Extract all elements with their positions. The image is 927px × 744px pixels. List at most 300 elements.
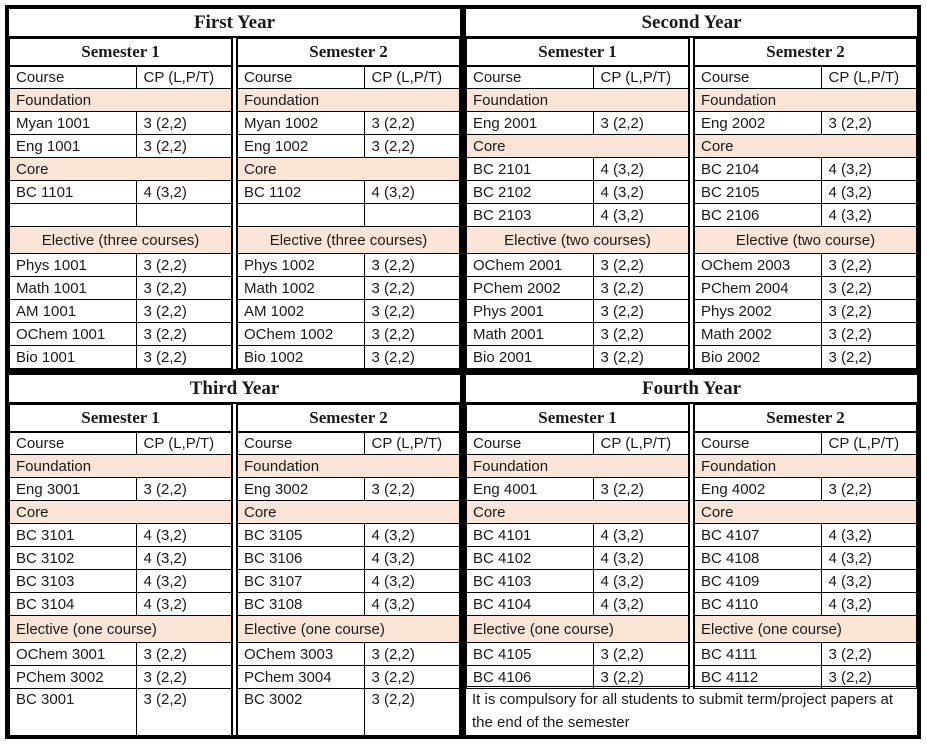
- credit-cell: 3 (2,2): [364, 478, 459, 501]
- course-column-header: Course: [695, 66, 822, 89]
- semester-header-row: [238, 405, 460, 432]
- credit-cell: 3 (2,2): [136, 666, 231, 689]
- credit-cell: 3 (2,2): [364, 300, 459, 323]
- course-code-cell: BC 4102: [467, 547, 594, 570]
- course-code-cell: PChem 3002: [10, 666, 137, 689]
- credit-cell: 3 (2,2): [593, 254, 688, 277]
- category-row: [467, 455, 689, 478]
- course-code-cell: BC 4112: [695, 666, 822, 689]
- credit-cell: 4 (3,2): [821, 570, 916, 593]
- semesters-container: [9, 38, 460, 369]
- credit-cell: 3 (2,2): [821, 346, 916, 369]
- credit-cell: 3 (2,2): [136, 277, 231, 300]
- course-row: [10, 346, 232, 369]
- course-code-cell: Eng 2002: [695, 112, 822, 135]
- course-code-cell: BC 2102: [467, 181, 594, 204]
- column-header-row: [10, 66, 232, 89]
- category-row: [10, 501, 232, 524]
- category-row: [238, 455, 460, 478]
- credit-cell: 3 (2,2): [364, 277, 459, 300]
- credit-cell: 4 (3,2): [136, 181, 231, 204]
- semester-table: [9, 38, 232, 369]
- credit-cell: 4 (3,2): [821, 593, 916, 616]
- course-code-cell: Math 1001: [10, 277, 137, 300]
- course-code-cell: Phys 1002: [238, 254, 365, 277]
- year-section-third: [6, 372, 463, 738]
- course-code-cell: Bio 1001: [10, 346, 137, 369]
- credit-cell: 3 (2,2): [821, 277, 916, 300]
- course-code-cell: BC 4106: [467, 666, 594, 689]
- course-code-cell: Eng 4002: [695, 478, 822, 501]
- course-row: [10, 300, 232, 323]
- credit-cell: 3 (2,2): [364, 643, 459, 666]
- year-title: Second Year: [466, 9, 917, 38]
- course-row: [467, 300, 689, 323]
- credit-cell: 4 (3,2): [821, 181, 916, 204]
- category-row: [467, 135, 689, 158]
- course-row: [467, 277, 689, 300]
- credit-cell: 3 (2,2): [821, 666, 916, 689]
- credit-cell: 3 (2,2): [364, 112, 459, 135]
- course-code-cell: BC 4104: [467, 593, 594, 616]
- course-code-cell: PChem 3004: [238, 666, 365, 689]
- course-code-cell: PChem 2004: [695, 277, 822, 300]
- credit-cell: 3 (2,2): [593, 300, 688, 323]
- cp-column-header: CP (L,P/T): [136, 432, 231, 455]
- credit-cell: 4 (3,2): [364, 181, 459, 204]
- year-title: First Year: [9, 9, 460, 38]
- course-code-cell: Phys 1001: [10, 254, 137, 277]
- category-label-cell: Foundation: [10, 455, 232, 478]
- credit-cell: 3 (2,2): [136, 643, 231, 666]
- credit-cell: 4 (3,2): [821, 158, 916, 181]
- semester-title: Semester 2: [238, 405, 460, 432]
- course-code-cell: BC 2104: [695, 158, 822, 181]
- elective-label-cell: Elective (one course): [238, 616, 460, 643]
- course-code-cell: Eng 2001: [467, 112, 594, 135]
- course-code-cell: AM 1001: [10, 300, 137, 323]
- course-code-cell: OChem 1001: [10, 323, 137, 346]
- credit-cell: 3 (2,2): [821, 478, 916, 501]
- elective-header-row: [238, 616, 460, 643]
- credit-cell: 4 (3,2): [593, 593, 688, 616]
- course-code-cell: BC 4105: [467, 643, 594, 666]
- cp-column-header: CP (L,P/T): [136, 66, 231, 89]
- category-row: [10, 89, 232, 112]
- year-section-second: [463, 6, 920, 372]
- course-row: [695, 346, 917, 369]
- credit-cell: 4 (3,2): [593, 524, 688, 547]
- course-column-header: Course: [467, 66, 594, 89]
- course-row: [238, 135, 460, 158]
- course-code-cell: BC 1101: [10, 181, 137, 204]
- footer-note: It is compulsory for all students to submit term/project papers at the end of the semester: [466, 686, 917, 735]
- cp-column-header: CP (L,P/T): [364, 66, 459, 89]
- semester-title: Semester 2: [695, 39, 917, 66]
- course-row: [467, 547, 689, 570]
- course-row: [467, 112, 689, 135]
- semester-header-row: [467, 39, 689, 66]
- elective-header-row: [695, 227, 917, 254]
- semester-title: Semester 1: [467, 39, 689, 66]
- course-row: [238, 323, 460, 346]
- elective-label-cell: Elective (one course): [695, 616, 917, 643]
- course-code-cell: BC 4111: [695, 643, 822, 666]
- credit-cell: 3 (2,2): [136, 689, 231, 739]
- credit-cell: 4 (3,2): [136, 593, 231, 616]
- empty-row: [238, 204, 460, 227]
- course-code-cell: BC 3102: [10, 547, 137, 570]
- empty-cell: [136, 204, 231, 227]
- cp-column-header: CP (L,P/T): [364, 432, 459, 455]
- course-row: [10, 323, 232, 346]
- empty-cell: [364, 204, 459, 227]
- credit-cell: 3 (2,2): [593, 643, 688, 666]
- semester-title: Semester 1: [10, 405, 232, 432]
- credit-cell: 4 (3,2): [364, 524, 459, 547]
- course-code-cell: BC 2101: [467, 158, 594, 181]
- course-row: [467, 643, 689, 666]
- course-row: [695, 254, 917, 277]
- course-code-cell: BC 3104: [10, 593, 137, 616]
- category-label-cell: Foundation: [467, 455, 689, 478]
- course-row: [238, 346, 460, 369]
- credit-cell: 3 (2,2): [593, 478, 688, 501]
- course-code-cell: AM 1002: [238, 300, 365, 323]
- course-row: [238, 547, 460, 570]
- course-row: [467, 524, 689, 547]
- course-column-header: Course: [238, 66, 365, 89]
- credit-cell: 3 (2,2): [136, 478, 231, 501]
- course-row: [467, 181, 689, 204]
- course-row: [695, 547, 917, 570]
- category-label-cell: Core: [695, 135, 917, 158]
- course-code-cell: BC 3108: [238, 593, 365, 616]
- course-row: [238, 478, 460, 501]
- course-row: [238, 524, 460, 547]
- course-code-cell: BC 4108: [695, 547, 822, 570]
- course-row: [238, 570, 460, 593]
- credit-cell: 3 (2,2): [821, 112, 916, 135]
- credit-cell: 3 (2,2): [593, 346, 688, 369]
- category-row: [695, 135, 917, 158]
- course-code-cell: OChem 3001: [10, 643, 137, 666]
- course-column-header: Course: [10, 66, 137, 89]
- course-row: [10, 277, 232, 300]
- course-row: [10, 666, 232, 689]
- course-code-cell: OChem 1002: [238, 323, 365, 346]
- credit-cell: 4 (3,2): [593, 181, 688, 204]
- elective-header-row: [10, 616, 232, 643]
- course-row: [10, 112, 232, 135]
- course-code-cell: Phys 2001: [467, 300, 594, 323]
- course-code-cell: BC 4101: [467, 524, 594, 547]
- course-code-cell: BC 4107: [695, 524, 822, 547]
- category-label-cell: Core: [695, 501, 917, 524]
- elective-label-cell: Elective (one course): [467, 616, 689, 643]
- course-code-cell: BC 3106: [238, 547, 365, 570]
- semester-title: Semester 1: [467, 405, 689, 432]
- credit-cell: 4 (3,2): [593, 204, 688, 227]
- course-code-cell: BC 3001: [10, 689, 137, 739]
- credit-cell: 3 (2,2): [364, 323, 459, 346]
- credit-cell: 3 (2,2): [136, 254, 231, 277]
- elective-label-cell: Elective (one course): [10, 616, 232, 643]
- course-row: [467, 478, 689, 501]
- cp-column-header: CP (L,P/T): [593, 66, 688, 89]
- semesters-container: [466, 38, 917, 369]
- elective-header-row: [10, 227, 232, 254]
- category-label-cell: Foundation: [695, 89, 917, 112]
- elective-label-cell: Elective (two course): [695, 227, 917, 254]
- category-row: [238, 501, 460, 524]
- course-code-cell: Eng 3002: [238, 478, 365, 501]
- course-code-cell: BC 3107: [238, 570, 365, 593]
- semester-header-row: [10, 39, 232, 66]
- credit-cell: 3 (2,2): [364, 254, 459, 277]
- category-row: [467, 89, 689, 112]
- semester-table: [694, 404, 917, 689]
- course-row: [10, 570, 232, 593]
- category-label-cell: Core: [10, 501, 232, 524]
- category-row: [10, 158, 232, 181]
- column-header-row: [695, 66, 917, 89]
- course-code-cell: Myan 1001: [10, 112, 137, 135]
- course-code-cell: OChem 2001: [467, 254, 594, 277]
- category-row: [695, 501, 917, 524]
- course-row: [10, 547, 232, 570]
- category-label-cell: Foundation: [695, 455, 917, 478]
- category-label-cell: Foundation: [238, 455, 460, 478]
- category-label-cell: Foundation: [467, 89, 689, 112]
- course-row: [695, 570, 917, 593]
- credit-cell: 3 (2,2): [136, 300, 231, 323]
- category-row: [238, 158, 460, 181]
- elective-label-cell: Elective (three courses): [10, 227, 232, 254]
- credit-cell: 3 (2,2): [364, 666, 459, 689]
- course-code-cell: Bio 1002: [238, 346, 365, 369]
- category-label-cell: Core: [467, 501, 689, 524]
- cp-column-header: CP (L,P/T): [821, 66, 916, 89]
- course-code-cell: BC 2105: [695, 181, 822, 204]
- credit-cell: 4 (3,2): [364, 547, 459, 570]
- year-section-first: [6, 6, 463, 372]
- course-code-cell: Math 2001: [467, 323, 594, 346]
- semester-table: [237, 404, 460, 738]
- course-row: [695, 593, 917, 616]
- credit-cell: 3 (2,2): [821, 254, 916, 277]
- course-code-cell: Bio 2001: [467, 346, 594, 369]
- course-code-cell: BC 3105: [238, 524, 365, 547]
- semester-title: Semester 1: [10, 39, 232, 66]
- semester-table: [237, 38, 460, 369]
- course-code-cell: BC 2103: [467, 204, 594, 227]
- credit-cell: 3 (2,2): [136, 135, 231, 158]
- course-row: [238, 277, 460, 300]
- category-label-cell: Core: [467, 135, 689, 158]
- course-code-cell: BC 3002: [238, 689, 365, 739]
- course-code-cell: Math 1002: [238, 277, 365, 300]
- course-row: [238, 666, 460, 689]
- credit-cell: 3 (2,2): [593, 323, 688, 346]
- semester-table: [466, 38, 689, 369]
- category-row: [695, 455, 917, 478]
- credit-cell: 3 (2,2): [364, 689, 459, 739]
- course-code-cell: BC 4109: [695, 570, 822, 593]
- category-label-cell: Foundation: [238, 89, 460, 112]
- credit-cell: 4 (3,2): [593, 158, 688, 181]
- course-row: [467, 593, 689, 616]
- semesters-container: [466, 404, 917, 686]
- course-row: [695, 478, 917, 501]
- course-column-header: Course: [467, 432, 594, 455]
- course-row: [695, 323, 917, 346]
- year-title: Third Year: [9, 375, 460, 404]
- course-row: [695, 112, 917, 135]
- course-column-header: Course: [695, 432, 822, 455]
- course-row: [238, 643, 460, 666]
- credit-cell: 3 (2,2): [821, 323, 916, 346]
- credit-cell: 4 (3,2): [821, 204, 916, 227]
- course-row: [238, 181, 460, 204]
- course-row: [467, 570, 689, 593]
- cp-column-header: CP (L,P/T): [593, 432, 688, 455]
- course-code-cell: BC 1102: [238, 181, 365, 204]
- semesters-container: [9, 404, 460, 735]
- course-row: [695, 181, 917, 204]
- semester-header-row: [10, 405, 232, 432]
- course-code-cell: Eng 1002: [238, 135, 365, 158]
- course-code-cell: Bio 2002: [695, 346, 822, 369]
- cp-column-header: CP (L,P/T): [821, 432, 916, 455]
- empty-row: [10, 204, 232, 227]
- category-label-cell: Foundation: [10, 89, 232, 112]
- course-code-cell: Phys 2002: [695, 300, 822, 323]
- year-tables-grid: [5, 5, 921, 739]
- year-section-fourth: [463, 372, 920, 738]
- semester-title: Semester 2: [238, 39, 460, 66]
- credit-cell: 4 (3,2): [821, 524, 916, 547]
- course-row: [467, 346, 689, 369]
- column-header-row: [238, 432, 460, 455]
- category-label-cell: Core: [238, 501, 460, 524]
- semester-title: Semester 2: [695, 405, 917, 432]
- semester-header-row: [695, 39, 917, 66]
- elective-header-row: [467, 616, 689, 643]
- course-row: [695, 204, 917, 227]
- credit-cell: 4 (3,2): [364, 593, 459, 616]
- elective-header-row: [238, 227, 460, 254]
- course-row: [10, 689, 232, 739]
- course-code-cell: BC 4103: [467, 570, 594, 593]
- course-row: [695, 643, 917, 666]
- credit-cell: 3 (2,2): [136, 323, 231, 346]
- course-row: [10, 593, 232, 616]
- course-row: [10, 181, 232, 204]
- course-code-cell: PChem 2002: [467, 277, 594, 300]
- semester-header-row: [695, 405, 917, 432]
- column-header-row: [467, 66, 689, 89]
- course-row: [10, 254, 232, 277]
- credit-cell: 3 (2,2): [364, 135, 459, 158]
- credit-cell: 4 (3,2): [821, 547, 916, 570]
- course-code-cell: Eng 4001: [467, 478, 594, 501]
- course-row: [10, 135, 232, 158]
- credit-cell: 3 (2,2): [364, 346, 459, 369]
- course-row: [467, 204, 689, 227]
- course-code-cell: BC 2106: [695, 204, 822, 227]
- course-code-cell: OChem 2003: [695, 254, 822, 277]
- course-code-cell: Eng 1001: [10, 135, 137, 158]
- course-row: [695, 300, 917, 323]
- course-code-cell: Myan 1002: [238, 112, 365, 135]
- course-row: [467, 323, 689, 346]
- category-row: [10, 455, 232, 478]
- semester-table: [694, 38, 917, 369]
- elective-label-cell: Elective (three courses): [238, 227, 460, 254]
- course-row: [238, 112, 460, 135]
- course-row: [10, 478, 232, 501]
- credit-cell: 4 (3,2): [136, 524, 231, 547]
- credit-cell: 4 (3,2): [364, 570, 459, 593]
- column-header-row: [467, 432, 689, 455]
- year-title: Fourth Year: [466, 375, 917, 404]
- course-column-header: Course: [10, 432, 137, 455]
- category-label-cell: Core: [10, 158, 232, 181]
- credit-cell: 3 (2,2): [136, 346, 231, 369]
- course-row: [10, 524, 232, 547]
- semester-header-row: [467, 405, 689, 432]
- course-code-cell: BC 3101: [10, 524, 137, 547]
- empty-cell: [10, 204, 137, 227]
- course-row: [467, 158, 689, 181]
- column-header-row: [695, 432, 917, 455]
- semester-table: [9, 404, 232, 738]
- column-header-row: [238, 66, 460, 89]
- credit-cell: 3 (2,2): [593, 666, 688, 689]
- course-column-header: Course: [238, 432, 365, 455]
- credit-cell: 3 (2,2): [821, 643, 916, 666]
- empty-cell: [238, 204, 365, 227]
- category-row: [238, 89, 460, 112]
- course-row: [238, 689, 460, 739]
- course-row: [467, 254, 689, 277]
- course-row: [238, 300, 460, 323]
- elective-header-row: [467, 227, 689, 254]
- course-row: [238, 254, 460, 277]
- credit-cell: 4 (3,2): [593, 570, 688, 593]
- credit-cell: 3 (2,2): [593, 112, 688, 135]
- course-code-cell: Math 2002: [695, 323, 822, 346]
- semester-header-row: [238, 39, 460, 66]
- course-row: [10, 643, 232, 666]
- course-code-cell: OChem 3003: [238, 643, 365, 666]
- category-row: [695, 89, 917, 112]
- course-row: [695, 277, 917, 300]
- credit-cell: 3 (2,2): [821, 300, 916, 323]
- course-row: [238, 593, 460, 616]
- elective-header-row: [695, 616, 917, 643]
- elective-label-cell: Elective (two courses): [467, 227, 689, 254]
- course-code-cell: Eng 3001: [10, 478, 137, 501]
- credit-cell: 3 (2,2): [593, 277, 688, 300]
- course-code-cell: BC 4110: [695, 593, 822, 616]
- credit-cell: 4 (3,2): [136, 547, 231, 570]
- column-header-row: [10, 432, 232, 455]
- semester-table: [466, 404, 689, 689]
- category-row: [467, 501, 689, 524]
- course-row: [695, 158, 917, 181]
